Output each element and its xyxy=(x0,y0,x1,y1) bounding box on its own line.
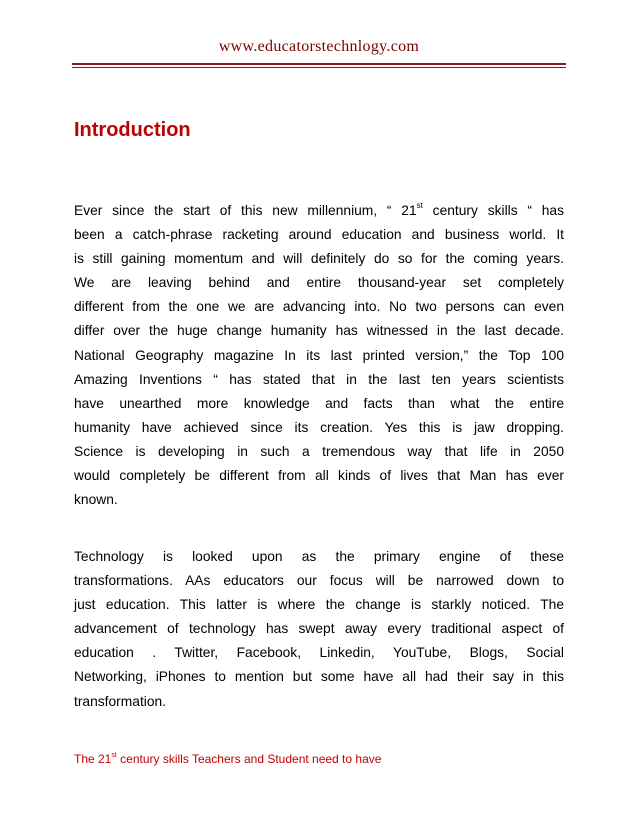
intro-paragraph-2 xyxy=(74,545,564,714)
paragraph-line: Ever since the start of this new millennium, “ 21st century skills “ has xyxy=(74,201,565,218)
paragraph-line: is still gaining momentum and will definitely do so for the coming years. xyxy=(74,251,564,267)
paragraph-line: transformation. xyxy=(74,693,167,709)
paragraph-line: have unearthed more knowledge and facts than what the entire xyxy=(74,395,564,411)
header-url[interactable]: www.educatorstechnlogy.com xyxy=(218,38,420,55)
paragraph-line: We are leaving behind and entire thousand-year set completely xyxy=(74,275,564,291)
paragraph-line: advancement of technology has swept away every traditional aspect of xyxy=(74,621,564,637)
paragraph-line: Amazing Inventions “ has stated that in the last ten years scientists xyxy=(74,371,564,387)
paragraph-line: National Geography magazine In its last printed version,” the Top 100 xyxy=(74,347,564,363)
paragraph-line: Science is developing in such a tremendous way that life in 2050 xyxy=(74,443,564,459)
paragraph-line: just education. This latter is where the change is starkly noticed. The xyxy=(74,597,564,613)
section-heading: Introduction xyxy=(74,119,191,141)
paragraph-line: different from the one we are advancing into. No two persons can even xyxy=(74,299,564,315)
header-rule xyxy=(72,63,566,65)
paragraph-line: transformations. AAs educators our focus will be narrowed down to xyxy=(74,573,564,589)
paragraph-line: would completely be different from all kinds of lives that Man has ever xyxy=(74,468,564,484)
paragraph-line: known. xyxy=(74,492,118,508)
paragraph-line: education . Twitter, Facebook, Linkedin, YouTube, Blogs, Social xyxy=(74,645,564,661)
footer-title: The 21st century skills Teachers and Student need to have xyxy=(74,752,382,766)
paragraph-line: been a catch-phrase racketing around education and business world. It xyxy=(74,227,564,243)
paragraph-line: Networking, iPhones to mention but some have all had their say in this xyxy=(74,669,564,685)
paragraph-line: differ over the huge change humanity has witnessed in the last decade. xyxy=(74,323,564,339)
paragraph-line: humanity have achieved since its creation. Yes this is jaw dropping. xyxy=(74,419,564,435)
intro-paragraph-1 xyxy=(74,199,564,512)
paragraph-line: Technology is looked upon as the primary engine of these xyxy=(74,549,564,564)
header-rule-thin xyxy=(72,67,566,68)
